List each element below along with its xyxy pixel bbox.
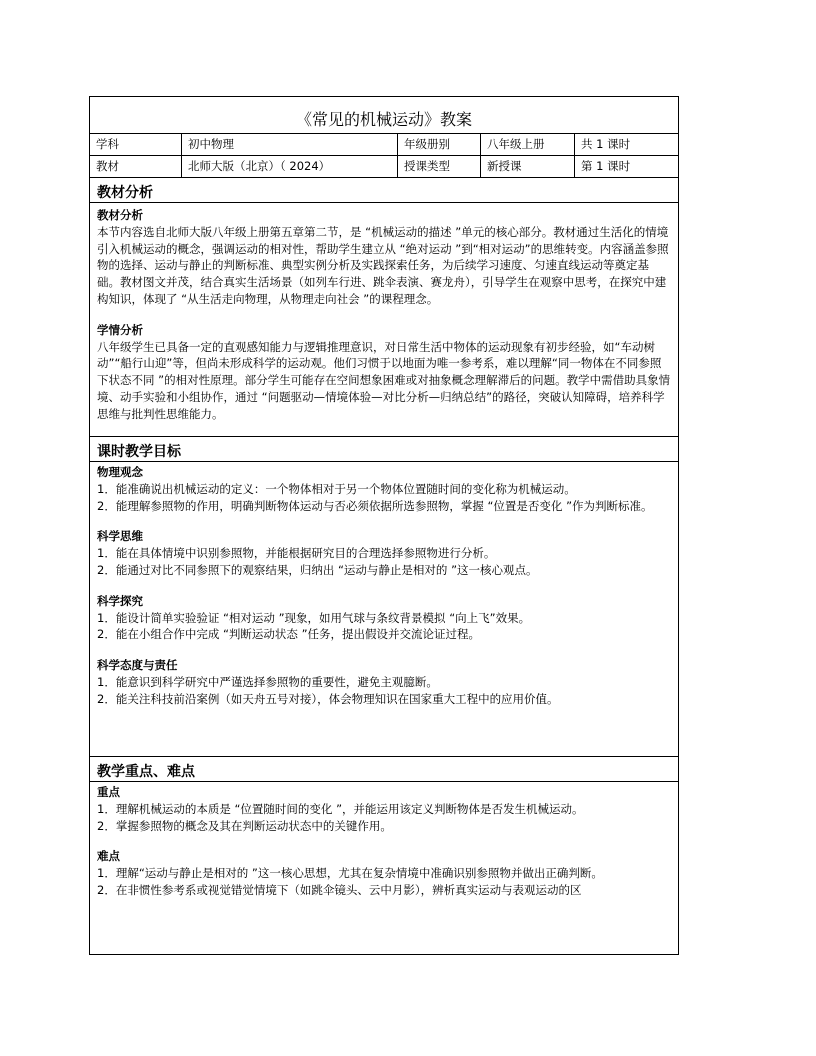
subject-value: 初中物理 xyxy=(182,134,398,155)
grade-value: 八年级上册 xyxy=(481,134,575,155)
info-row-1 xyxy=(90,134,678,156)
objective-group-title: 科学探究 xyxy=(97,593,143,608)
objective-group-title: 物理观念 xyxy=(97,465,143,479)
objectives-body xyxy=(90,462,678,757)
objective-item: 2．能在小组合作中完成 “判断运动状态 ”任务，提出假设并交流论证过程。 xyxy=(97,627,481,642)
analysis-body xyxy=(90,203,678,437)
objective-group-title: 科学态度与责任 xyxy=(97,658,178,673)
objective-item: 2．能理解参照物的作用，明确判断物体运动与否必须依据所选参照物，掌握 “位置是否变化 ”作为判断标准。 xyxy=(97,498,653,513)
objective-group-title: 科学思维 xyxy=(97,529,143,544)
objectives-heading: 课时教学目标 xyxy=(90,437,678,462)
lesson-type-value: 新授课 xyxy=(481,156,575,177)
period-number: 第 1 课时 xyxy=(581,159,631,173)
lesson-type-label: 授课类型 xyxy=(398,156,481,177)
document-title: 《常见的机械运动》教案 xyxy=(90,97,678,134)
keypoints-heading: 教学重点、难点 xyxy=(90,757,678,782)
student-analysis-title: 学情分析 xyxy=(97,322,143,337)
info-row-2 xyxy=(90,156,678,178)
textbook-analysis-text: 本节内容选自北师大版八年级上册第五章第二节，是 “机械运动的描述 ”单元的核心部分。教材通过生活化的情境引入机械运动的概念，强调运动的相对性，帮助学生建立从 “绝对运动 ”到“相对运动”的思维转变。内容涵盖参照物的选择、运动与静止的判断标准、典型实例分析及实践探索任务，为后续学习速度、匀速直线运动等奠定基础。教材图文并茂，结合真实生活场景（如列车行进、跳伞表演、赛龙舟），引导学生在观察中思考，在探究中建构知识，体现了 “从生活走向物理，从物理走向社会 ”的课程理念。 xyxy=(97,224,669,306)
objective-item: 1．能设计简单实验验证 “相对运动 ”现象，如用气球与条纹背景模拟 “向上飞”效果。 xyxy=(97,610,531,625)
difficulty-title: 难点 xyxy=(97,849,120,864)
objective-item: 1．能准确说出机械运动的定义：一个物体相对于另一个物体位置随时间的变化称为机械运动。 xyxy=(97,481,576,496)
objective-item: 2．能关注科技前沿案例（如天舟五号对接），体会物理知识在国家重大工程中的应用价值。 xyxy=(97,691,559,706)
objective-item: 1．能意识到科学研究中严谨选择参照物的重要性，避免主观臆断。 xyxy=(97,674,438,689)
total-periods: 共 1 课时 xyxy=(581,137,631,151)
textbook-analysis-title: 教材分析 xyxy=(97,208,143,222)
textbook-label: 教材 xyxy=(90,156,182,177)
textbook-value: 北师大版（北京）（ 2024） xyxy=(182,156,398,177)
lesson-plan-document xyxy=(89,96,679,955)
objective-item: 1．能在具体情境中识别参照物，并能根据研究目的合理选择参照物进行分析。 xyxy=(97,546,496,561)
grade-label: 年级册别 xyxy=(398,134,481,155)
keypoints-body xyxy=(90,782,678,932)
difficulty-item: 2．在非惯性参考系或视觉错觉情境下（如跳伞镜头、云中月影），辨析真实运动与表观运动的区 xyxy=(97,882,582,897)
focus-item: 1．理解机械运动的本质是 “位置随时间的变化 ”，并能运用该定义判断物体是否发生机械运动。 xyxy=(97,801,584,816)
analysis-heading: 教材分析 xyxy=(90,178,678,203)
focus-title: 重点 xyxy=(97,785,120,799)
focus-item: 2．掌握参照物的概念及其在判断运动状态中的关键作用。 xyxy=(97,818,392,833)
student-analysis-text: 八年级学生已具备一定的直观感知能力与逻辑推理意识，对日常生活中物体的运动现象有初步经验，如“车动树动”“船行山迎”等，但尚未形成科学的运动观。他们习惯于以地面为唯一参考系，难以理解“同一物体在不同参照下状态不同 ”的相对性原理。部分学生可能存在空间想象困难或对抽象概念理解滞后的问题。教学中需借助具象情境、动手实验和小组协作，通过 “问题驱动—情境体验—对比分析—归纳总结”的路径，突破认知障碍，培养科学思维与批判性思维能力。 xyxy=(97,339,671,421)
objective-item: 2．能通过对比不同参照下的观察结果，归纳出 “运动与静止是相对的 ”这一核心观点。 xyxy=(97,562,538,577)
difficulty-item: 1．理解“运动与静止是相对的 ”这一核心思想，尤其在复杂情境中准确识别参照物并做出正确判断。 xyxy=(97,866,603,881)
subject-label: 学科 xyxy=(90,134,182,155)
